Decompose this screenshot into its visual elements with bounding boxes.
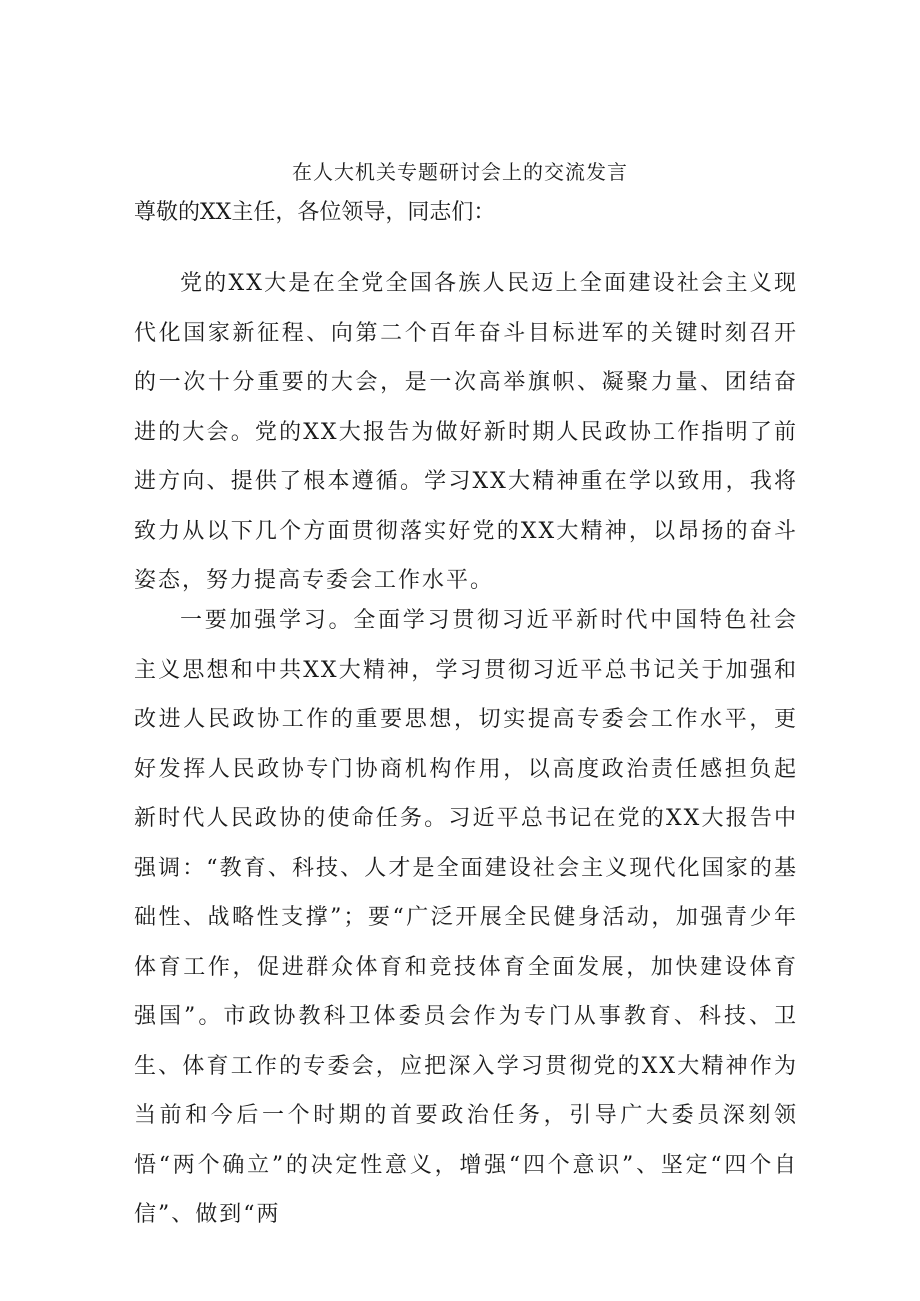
document-title: 在人大机关专题研讨会上的交流发言 — [292, 160, 628, 184]
paragraph-1: 党的XX大是在全党全国各族人民迈上全面建设社会主义现代化国家新征程、向第二个百年奋斗目标进军的关键时刻召开的一次十分重要的大会，是一次高举旗帜、凝聚力量、团结奋进的大会。党的XX大报告为做好新时期人民政协工作指明了前进方向、提供了根本遵循。学习XX大精神重在学以致用，我将致力从以下几个方面贯彻落实好党的XX大精神，以昂扬的奋斗姿态，努力提高专委会工作水平。 — [134, 271, 798, 593]
salutation: 尊敬的XX主任，各位领导，同志们： — [134, 200, 496, 225]
paragraph-2: 一要加强学习。全面学习贯彻习近平新时代中国特色社会主义思想和中共XX大精神，学习贯彻习近平总书记关于加强和改进人民政协工作的重要思想，切实提高专委会工作水平，更好发挥人民政协专门协商机构作用，以高度政治责任感担负起新时代人民政协的使命任务。习近平总书记在党的XX大报告中强调：“教育、科技、人才是全面建设社会主义现代化国家的基础性、战略性支撑”；要“广泛开展全民健身活动，加强青少年体育工作，促进群众体育和竞技体育全面发展，加快建设体育强国”。市政协教科卫体委员会作为专门从事教育、科技、卫生、体育工作的专委会，应把深入学习贯彻党的XX大精神作为当前和今后一个时期的首要政治任务，引导广大委员深刻领悟“两个确立”的决定性意义，增强“四个意识”、坚定“四个自信”、做到“两 — [134, 608, 798, 1227]
